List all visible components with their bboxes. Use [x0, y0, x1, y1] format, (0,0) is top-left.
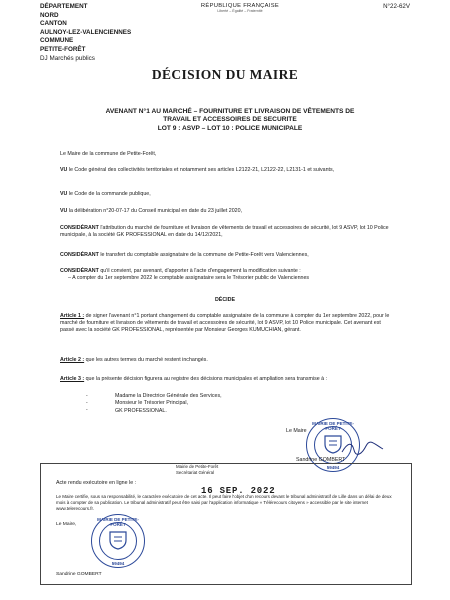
- recipient-item: Monsieur le Trésorier Principal,: [115, 400, 189, 407]
- seal-bottom-text: 59494: [111, 561, 125, 566]
- considerant-content: qu'il convient, par avenant, d'apporter à l'acte d'engagement la modification suivante :: [98, 268, 301, 274]
- vu-text-2: [60, 191, 390, 198]
- document-reference: N°22-62V: [383, 3, 410, 10]
- issuer-line: PETITE-FORÊT: [40, 45, 86, 53]
- article-content: que les autres termes du marché restent inchangés.: [84, 357, 208, 363]
- intro-paragraph: [60, 151, 390, 158]
- coat-of-arms-icon: [107, 529, 129, 551]
- republic-name: RÉPUBLIQUE FRANÇAISE: [200, 3, 280, 9]
- handwritten-signature: [340, 440, 385, 456]
- article-label: Article 3 :: [60, 376, 85, 382]
- seal-bottom-text: 59494: [326, 465, 340, 470]
- recipient-item: Madame la Directrice Générale des Services,: [115, 393, 222, 399]
- recipient-item: GK PROFESSIONAL.: [115, 407, 167, 414]
- receipt-mairie-seal: [91, 514, 145, 568]
- vu-label: VU: [60, 191, 68, 197]
- receipt-signatory-name: Sandrine GOMBERT: [56, 572, 102, 577]
- vu-paragraph-1: [60, 167, 390, 174]
- vu-label: VU: [60, 208, 68, 214]
- article-2-text: [60, 357, 390, 364]
- receipt-stamp-line: Secrétariat Général: [176, 469, 215, 475]
- vu-content: la délibération n°20-07-17 du Conseil municipal en date du 23 juillet 2020,: [67, 208, 243, 214]
- seal-top-text: MAIRIE DE PETITE-FORÊT: [312, 421, 354, 431]
- issuer-block: [40, 3, 131, 63]
- appeal-notice: Le Maire certifie, sous sa responsabilité, le caractère exécutoire de cet acte. Il peut faire l'objet d'un recours devant le tribunal administratif de Lille dans un délai de deux mois à compter de sa publication. Le tribunal administratif peut être saisi par l'application informatique « Télérecours citoyens » accessible par le site internet www.telerecours.fr.: [56, 494, 392, 511]
- issuer-line: COMMUNE: [40, 37, 74, 45]
- article-2: [60, 357, 390, 364]
- bullet-mark: -: [86, 400, 88, 406]
- article-label: Article 2 :: [60, 357, 85, 363]
- vu-content: le Code de la commande publique,: [67, 191, 151, 197]
- vu-paragraph-3: [60, 208, 390, 215]
- decision-subject: [60, 108, 400, 133]
- enforceable-label: Acte rendu exécutoire en ligne le :: [56, 480, 137, 486]
- considerant-content: le transfert du comptable assignataire de la commune de Petite-Forêt vers Valenciennes,: [98, 252, 309, 258]
- intro-text: Le Maire de la commune de Petite-Forêt,: [60, 151, 157, 157]
- article-content: de signer l'avenant n°1 portant changement du comptable assignataire de la commune à compter du 1er septembre 2022, pour le marché de fourniture et livraison de vêtements de travail et accessoires de sécurité, lot 9 ASVP, lot 10 Police municipale. Cet avenant est passé avec la société GK PROFESSIONAL, représentée par Monsieur Georges KUMUCHIAN, gérant.: [60, 313, 390, 333]
- article-1: [60, 313, 390, 334]
- vu-paragraph-2: [60, 191, 390, 198]
- seal-top-text: MAIRIE DE PETITE-FORÊT: [97, 517, 139, 527]
- considerant-text-1: [60, 225, 390, 239]
- vu-text-1: [60, 167, 390, 174]
- article-3: [60, 376, 390, 383]
- enforceability-box: [40, 463, 412, 585]
- vu-label: VU: [60, 167, 68, 173]
- considerant-paragraph-3: [60, 268, 390, 282]
- considerant-text-3: [60, 268, 390, 275]
- subject-line: TRAVAIL ET ACCESSOIRES DE SECURITE: [163, 116, 297, 124]
- republic-header: [195, 3, 285, 13]
- article-1-text: [60, 313, 390, 334]
- considerant-label: CONSIDÉRANT: [60, 252, 99, 258]
- signature-role: Le Maire: [286, 428, 307, 434]
- considerant-paragraph-2: [60, 252, 390, 259]
- page-title: DÉCISION DU MAIRE: [151, 67, 299, 82]
- article-label: Article 1 :: [60, 313, 85, 319]
- considerant-paragraph-1: [60, 225, 390, 239]
- bullet-mark: -: [86, 393, 88, 399]
- considerant-content: l'attribution du marché de fourniture et livraison de vêtements de travail et accessoires de sécurité, lot 9 ASVP, lot 10 Police municipale, à la société GK PROFESSIONAL en date du 14/12/2021,: [60, 225, 389, 238]
- recipient-list: [115, 393, 375, 415]
- receipt-stamp-line: Mairie de Petite-Forêt: [176, 464, 219, 469]
- issuer-line: CANTON: [40, 20, 67, 28]
- article-content: que la présente décision figurera au registre des décisions municipales et ampliation sera transmise à :: [84, 376, 328, 382]
- decide-heading: DÉCIDE: [214, 297, 235, 303]
- article-3-text: [60, 376, 390, 383]
- service-line: DJ Marchés publics: [40, 54, 95, 62]
- subject-line: LOT 9 : ASVP – LOT 10 : POLICE MUNICIPALE: [157, 124, 303, 132]
- considerant-text-2: [60, 252, 390, 259]
- issuer-line: NORD: [40, 11, 59, 19]
- receipt-mayor-label: Le Maire,: [56, 522, 77, 527]
- issuer-line: DÉPARTEMENT: [40, 3, 88, 10]
- subject-line: AVENANT N°1 AU MARCHÉ – FOURNITURE ET LIVRAISON DE VÊTEMENTS DE: [105, 108, 355, 115]
- bullet-mark: -: [86, 407, 88, 413]
- considerant-bullet: – A compter du 1er septembre 2022 le comptable assignataire sera le Trésorier public de Valenciennes: [68, 275, 310, 281]
- receipt-stamp-header: [176, 464, 218, 475]
- considerant-label: CONSIDÉRANT: [60, 268, 99, 274]
- considerant-label: CONSIDÉRANT: [60, 225, 99, 231]
- considerant-bullet-text: A compter du 1er septembre 2022 le comptable assignataire sera le Trésorier public de Valenciennes: [72, 275, 310, 281]
- vu-text-3: [60, 208, 390, 215]
- republic-motto: Liberté – Égalité – Fraternité: [217, 9, 263, 13]
- signatory-name: Sandrine GOMBERT: [296, 457, 346, 463]
- receipt-date-stamp: 16 SEP. 2022: [201, 486, 276, 496]
- issuer-line: AULNOY-LEZ-VALENCIENNES: [40, 28, 132, 36]
- vu-content: le Code général des collectivités territoriales et notamment ses articles L2122-21, L2122-22, L2131-1 et suivants,: [67, 167, 335, 173]
